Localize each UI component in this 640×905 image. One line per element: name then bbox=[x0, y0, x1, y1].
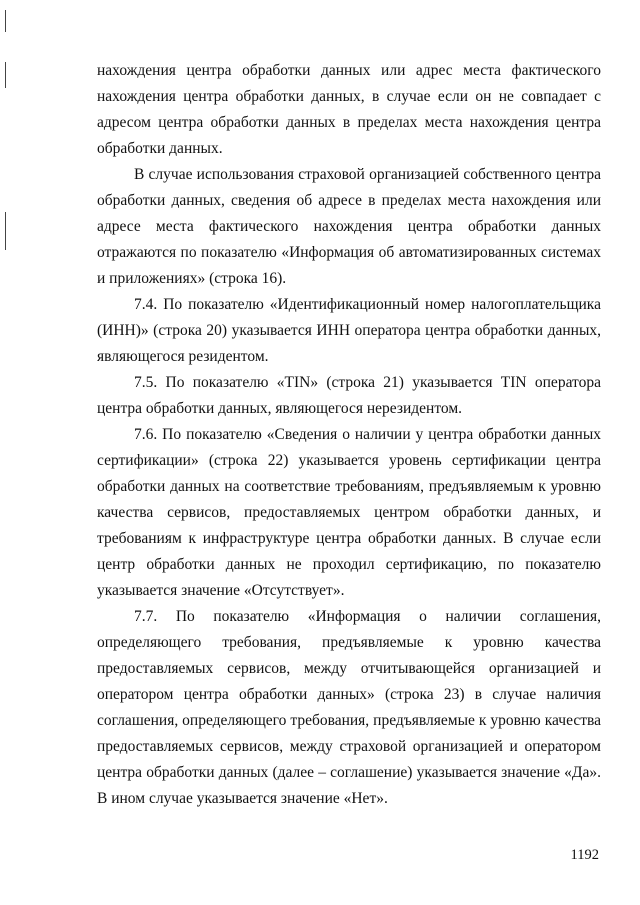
paragraph-continuation: нахождения центра обработки данных или адрес места фактического нахождения центра обработки данных, в случае если он не совпадает с адресом центра обработки данных в пределах места нахождения центра обработки данных. bbox=[97, 62, 601, 157]
scan-edge-mark bbox=[5, 62, 6, 88]
page-number: 1192 bbox=[570, 847, 599, 863]
paragraph-own-data-center: В случае использования страховой организацией собственного центра обработки данных, сведения об адресе в пределах места нахождения или адресе места фактического нахождения центра обработки данных отражаются по показателю «Информация об автоматизированных системах и приложениях» (строка 16). bbox=[97, 166, 601, 287]
paragraph-7-5: 7.5. По показателю «TIN» (строка 21) указывается TIN оператора центра обработки данных, являющегося нерезидентом. bbox=[97, 374, 601, 417]
paragraph-7-4: 7.4. По показателю «Идентификационный номер налогоплательщика (ИНН)» (строка 20) указывается ИНН оператора центра обработки данных, являющегося резидентом. bbox=[97, 296, 601, 365]
paragraph-7-7: 7.7. По показателю «Информация о наличии соглашения, определяющего требования, предъявляемые к уровню качества предоставляемых сервисов, между отчитывающейся организацией и оператором центра обработки данных» (строка 23) в случае наличия соглашения, определяющего требования, предъявляемые к уровню качества предоставляемых сервисов, между страховой организацией и оператором центра обработки данных (далее – соглашение) указывается значение «Да». В ином случае указывается значение «Нет». bbox=[97, 608, 601, 807]
paragraph-7-6: 7.6. По показателю «Сведения о наличии у центра обработки данных сертификации» (строка 22) указывается уровень сертификации центра обработки данных на соответствие требованиям, предъявляемым к уровню качества сервисов, предоставляемых центром обработки данных, и требованиям к инфраструктуре центра обработки данных. В случае если центр обработки данных не проходил сертификацию, по показателю указывается значение «Отсутствует». bbox=[97, 426, 601, 599]
scan-edge-mark bbox=[5, 212, 6, 250]
document-body bbox=[97, 58, 601, 812]
scan-edge-mark bbox=[5, 10, 6, 32]
